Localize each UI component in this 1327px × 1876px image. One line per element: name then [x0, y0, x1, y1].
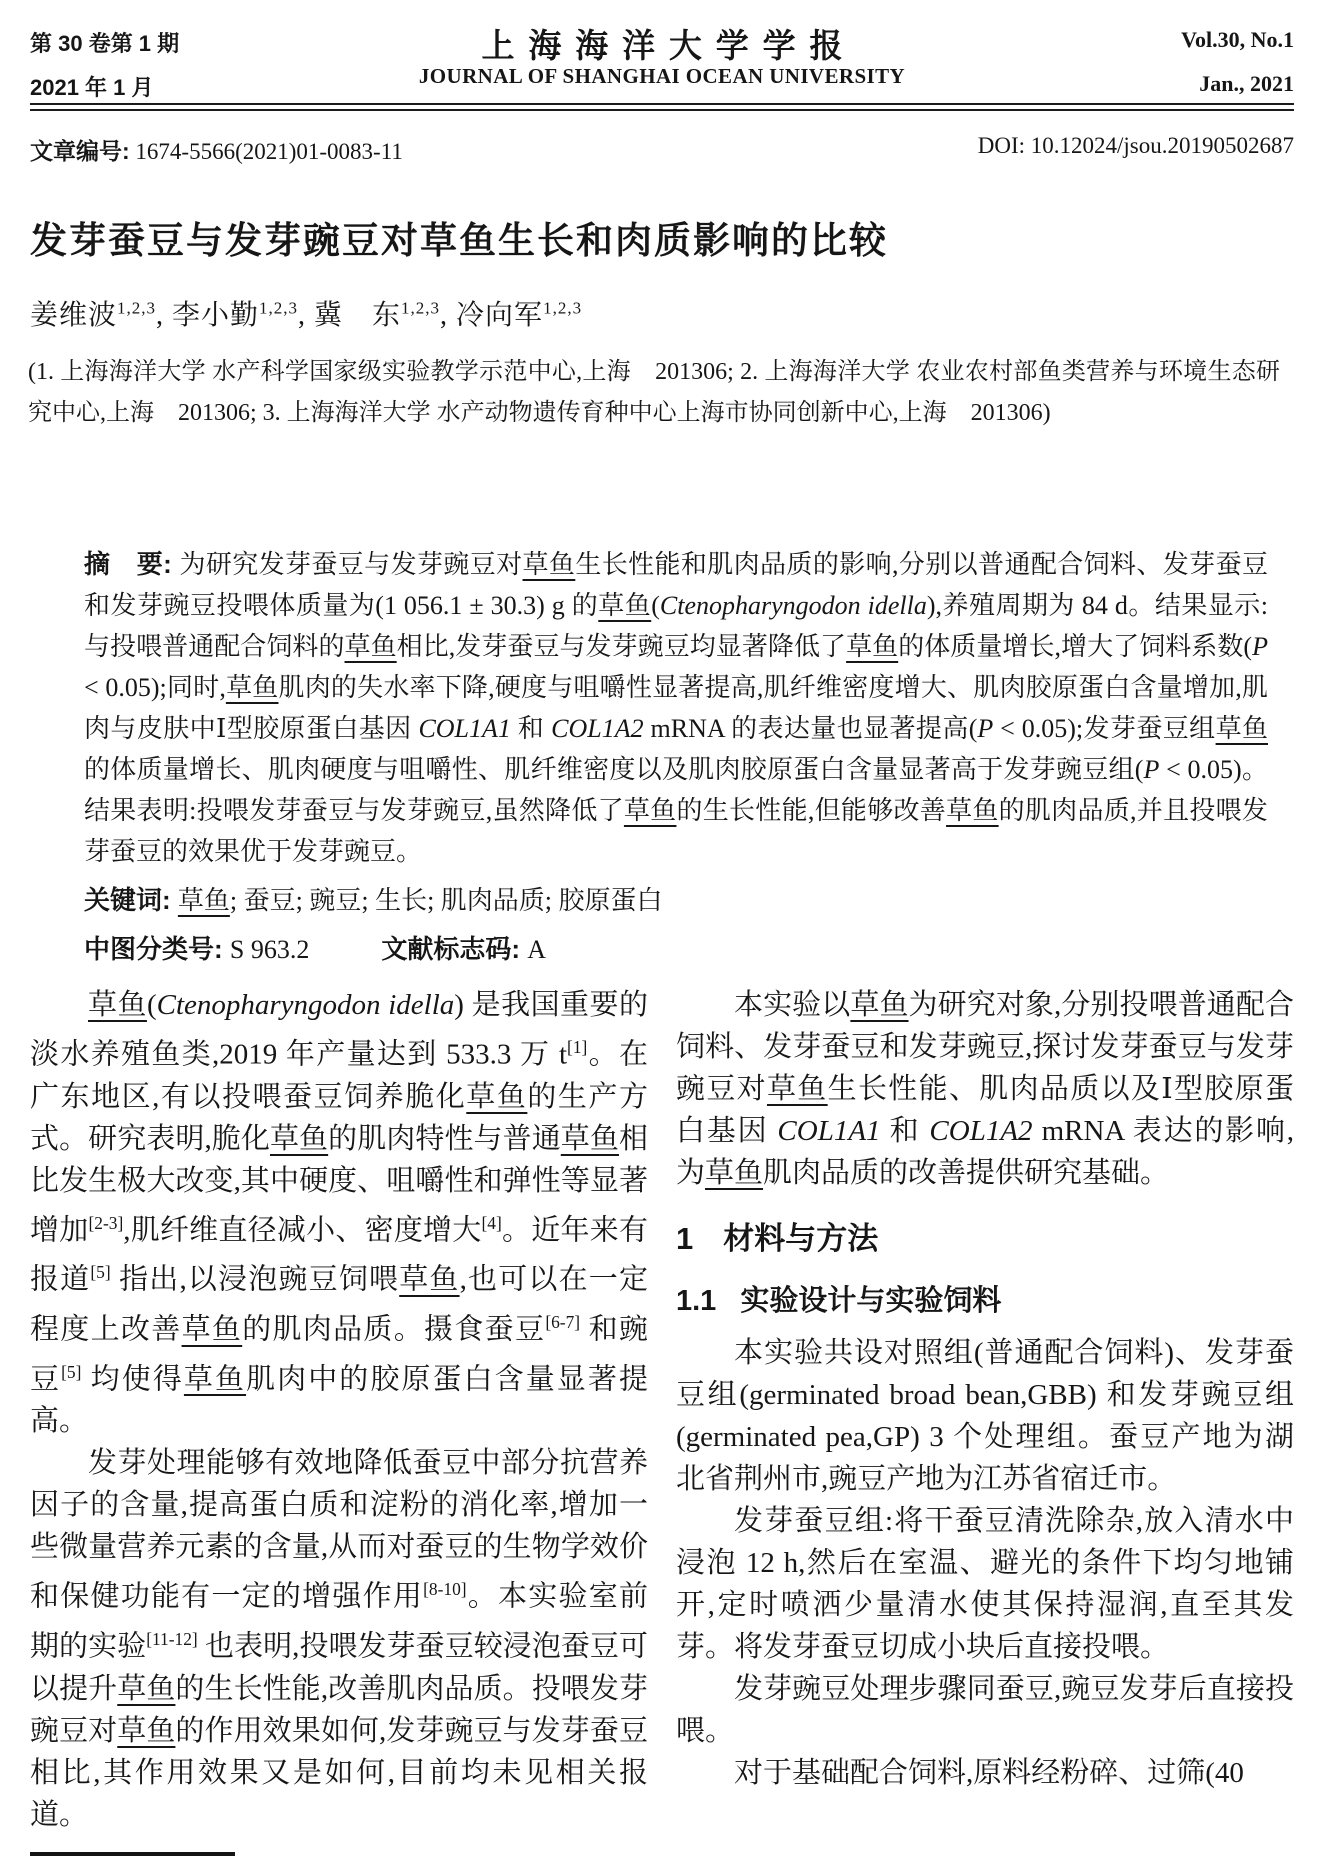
intro-paragraph-1: 草鱼(Ctenopharyngodon idella) 是我国重要的淡水养殖鱼类,2019 年产量达到 533.3 万 t[1]。在广东地区,有以投喂蚕豆饲养脆化草鱼的生产方式。研究表明,脆化草鱼的肌肉特性与普通草鱼相比发生极大改变,其中硬度、咀嚼性和弹性等显著增加[2-3],肌纤维直径减小、密度增大[4]。近年来有报道[5] 指出,以浸泡豌豆饲喂草鱼,也可以在一定程度上改善草鱼的肌肉品质。摄食蚕豆[6-7] 和豌豆[5] 均使得草鱼肌肉中的胶原蛋白含量显著提高。: [30, 989, 648, 1438]
article-title: 发芽蚕豆与发芽豌豆对草鱼生长和肉质影响的比较: [30, 220, 888, 261]
article-number: [30, 133, 403, 166]
doi-value: DOI: 10.12024/jsou.20190502687: [977, 133, 1294, 158]
section-title: 材料与方法: [723, 1221, 879, 1256]
abstract-paragraph: [84, 544, 1268, 872]
body-columns: [30, 984, 1294, 1836]
clc-label: 中图分类号:: [84, 934, 230, 964]
journal-header-row-2: [30, 64, 1294, 100]
classification-line: [84, 929, 1268, 970]
left-column: [30, 984, 648, 1836]
abstract-block: [84, 544, 1268, 970]
document-code-value: A: [527, 935, 547, 964]
journal-title-cn: 上海海洋大学学报: [481, 29, 857, 65]
section-number: 1: [676, 1221, 694, 1256]
article-meta-row: [30, 133, 1294, 166]
issue-date-en: Jan., 2021: [1199, 71, 1294, 96]
right-column: [676, 984, 1294, 1836]
issue-number-cn: 第 30 卷第 1 期: [30, 31, 180, 56]
intro-paragraph-3: 本实验以草鱼为研究对象,分别投喂普通配合饲料、发芽蚕豆和发芽豌豆,探讨发芽蚕豆与发芽豌豆对草鱼生长性能、肌肉品质以及Ⅰ型胶原蛋白基因 COL1A1 和 COL1A2 mRNA 表达的影响,为草鱼肌肉品质的改善提供研究基础。: [676, 989, 1294, 1189]
volume-number-en: Vol.30, No.1: [1181, 27, 1294, 52]
subsection-heading-experiment-design: [676, 1280, 1294, 1322]
methods-paragraph-broad-bean: 发芽蚕豆组:将干蚕豆清洗除杂,放入清水中浸泡 12 h,然后在室温、避光的条件下均匀地铺开,定时喷洒少量清水使其保持湿润,直至其发芽。将发芽蚕豆切成小块后直接投喂。: [676, 1505, 1294, 1663]
article-number-label: 文章编号:: [30, 138, 130, 164]
article-number-value: 1674-5566(2021)01-0083-11: [129, 139, 403, 164]
header-divider-rule: [30, 103, 1294, 111]
section-heading-materials-and-methods: [676, 1218, 1294, 1260]
keywords-text: 草鱼; 蚕豆; 豌豆; 生长; 肌肉品质; 胶原蛋白: [177, 886, 663, 915]
abstract-text: 为研究发芽蚕豆与发芽豌豆对草鱼生长性能和肌肉品质的影响,分别以普通配合饲料、发芽蚕豆和发芽豌豆投喂体质量为(1 056.1 ± 30.3) g 的草鱼(Ctenopharyngodon idella),养殖周期为 84 d。结果显示:与投喂普通配合饲料的草鱼相比,发芽蚕豆与发芽豌豆均显著降低了草鱼的体质量增长,增大了饲料系数(P < 0.05);同时,草鱼肌肉的失水率下降,硬度与咀嚼性显著提高,肌纤维密度增大、肌肉胶原蛋白含量增加,肌肉与皮肤中Ⅰ型胶原蛋白基因 COL1A1 和 COL1A2 mRNA 的表达量也显著提高(P < 0.05);发芽蚕豆组草鱼的体质量增长、肌肉硬度与咀嚼性、肌纤维密度以及肌肉胶原蛋白含量显著高于发芽豌豆组(P < 0.05)。结果表明:投喂发芽蚕豆与发芽豌豆,虽然降低了草鱼的生长性能,但能够改善草鱼的肌肉品质,并且投喂发芽蚕豆的效果优于发芽豌豆。: [84, 550, 1268, 866]
methods-paragraph-basal-feed: 对于基础配合饲料,原料经粉碎、过筛(40: [734, 1757, 1244, 1789]
author-list: 姜维波$^{1,2,3}$, 李小勤$^{1,2,3}$, 冀 东$^{1,2,3}$, 冷向军$^{1,2,3}$: [30, 298, 583, 331]
methods-paragraph-pea: 发芽豌豆处理步骤同蚕豆,豌豆发芽后直接投喂。: [676, 1673, 1294, 1747]
affiliation: (1. 上海海洋大学 水产科学国家级实验教学示范中心,上海 201306; 2. 上海海洋大学 农业农村部鱼类营养与环境生态研究中心,上海 201306; 3. 上海海洋大学 水产动物遗传育种中心上海市协同创新中心,上海 201306): [28, 359, 1280, 426]
subsection-title: 实验设计与实验饲料: [740, 1285, 1002, 1317]
journal-header-row-1: [30, 20, 1294, 66]
methods-paragraph-groups: 本实验共设对照组(普通配合饲料)、发芽蚕豆组(germinated broad bean,GBB) 和发芽豌豆组(germinated pea,GP) 3 个处理组。蚕豆产地为湖北省荆州市,豌豆产地为江苏省宿迁市。: [676, 1337, 1294, 1495]
footnote-divider-rule: [30, 1852, 235, 1856]
keywords-line: [84, 880, 1268, 921]
abstract-label: 摘 要:: [84, 549, 180, 579]
clc-value: S 963.2: [229, 935, 310, 964]
document-code-label: 文献标志码:: [381, 934, 528, 964]
journal-title-en: JOURNAL OF SHANGHAI OCEAN UNIVERSITY: [418, 64, 906, 88]
intro-paragraph-2: 发芽处理能够有效地降低蚕豆中部分抗营养因子的含量,提高蛋白质和淀粉的消化率,增加一些微量营养元素的含量,从而对蚕豆的生物学效价和保健功能有一定的增强作用[8-10]。本实验室前期的实验[11-12] 也表明,投喂发芽蚕豆较浸泡蚕豆可以提升草鱼的生长性能,改善肌肉品质。投喂发芽豌豆对草鱼的作用效果如何,发芽豌豆与发芽蚕豆相比,其作用效果又是如何,目前均未见相关报道。: [30, 1447, 648, 1831]
subsection-number: 1.1: [676, 1285, 717, 1317]
keywords-label: 关键词:: [84, 885, 178, 915]
issue-date-cn: 2021 年 1 月: [30, 75, 154, 100]
